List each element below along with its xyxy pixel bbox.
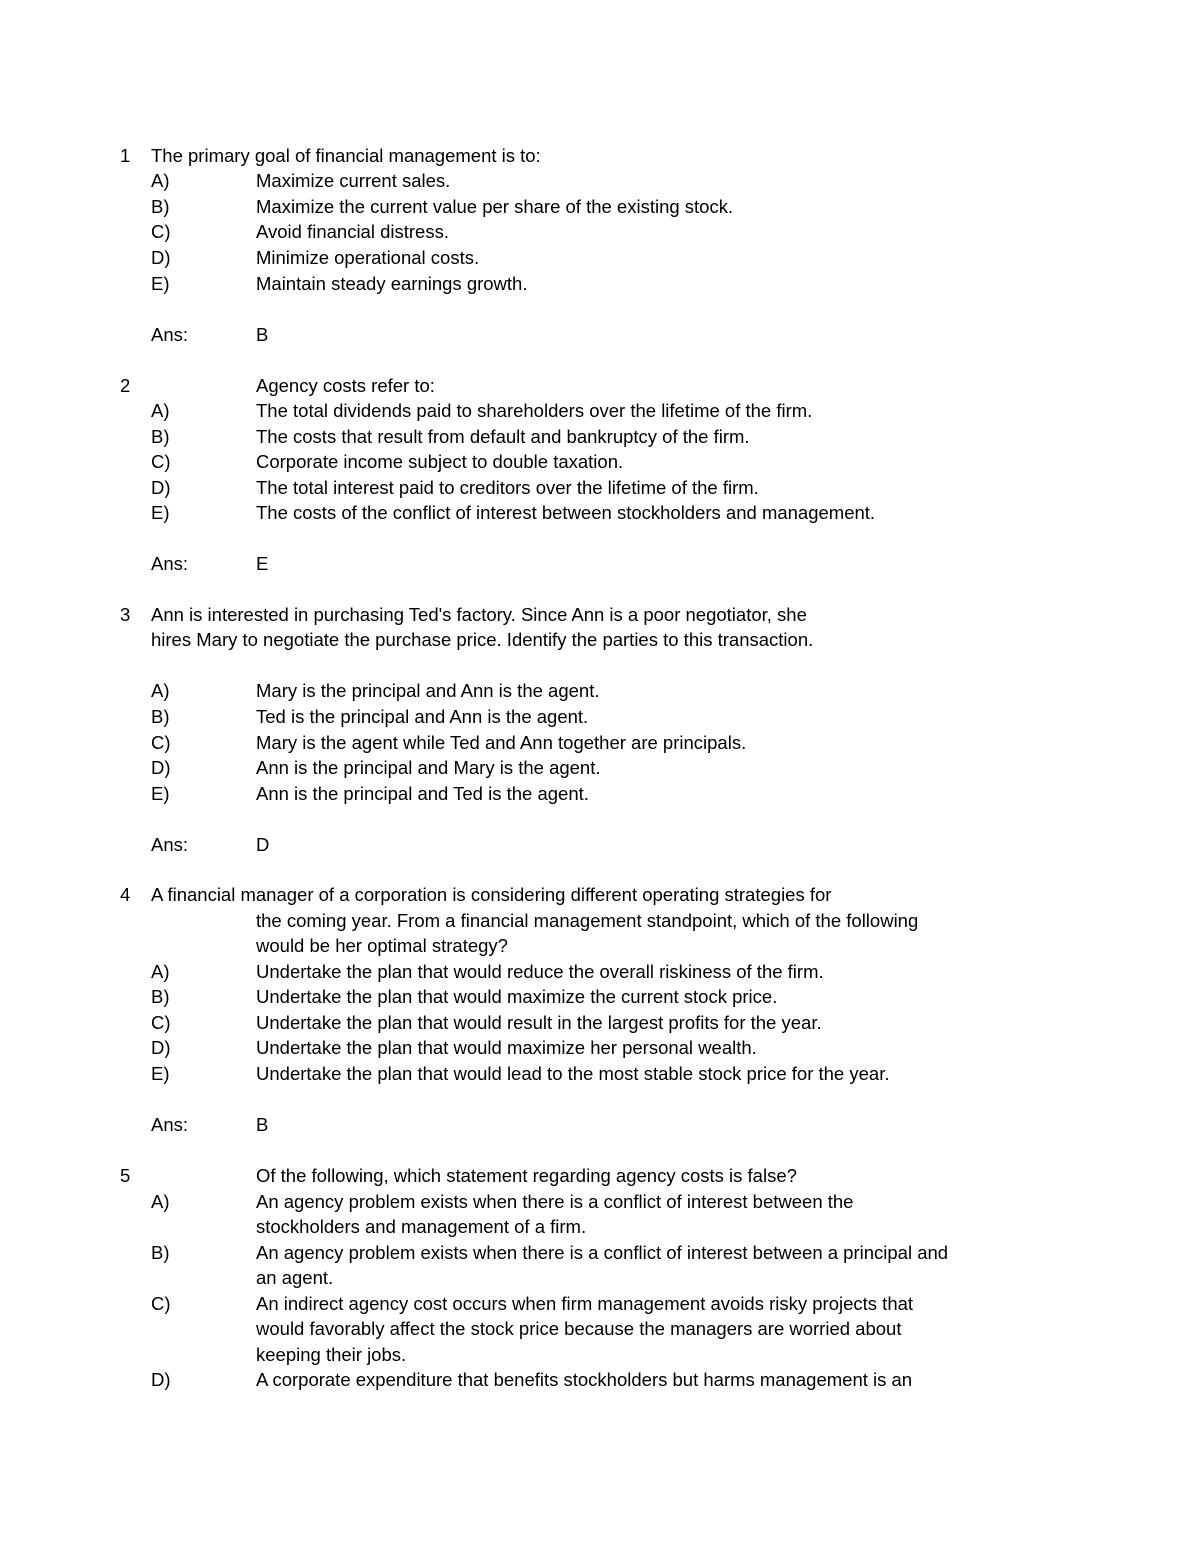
answer-value: B bbox=[256, 324, 269, 345]
option-text: Undertake the plan that would maximize the current stock price. bbox=[256, 986, 778, 1007]
option-label: C) bbox=[151, 221, 171, 242]
question-stem: the coming year. From a financial management standpoint, which of the following bbox=[256, 910, 919, 931]
option-label: E) bbox=[151, 502, 170, 523]
option-label: E) bbox=[151, 1063, 170, 1084]
option-label: D) bbox=[151, 247, 171, 268]
option-label: B) bbox=[151, 1242, 170, 1263]
answer-label: Ans: bbox=[151, 553, 189, 574]
option-label: B) bbox=[151, 196, 170, 217]
question-stem: Ann is interested in purchasing Ted's factory. Since Ann is a poor negotiator, she bbox=[151, 604, 807, 625]
option-label: C) bbox=[151, 732, 171, 753]
option-text: An indirect agency cost occurs when firm management avoids risky projects that bbox=[256, 1293, 914, 1314]
option-text: Maximize the current value per share of the existing stock. bbox=[256, 196, 734, 217]
option-text: The total dividends paid to shareholders over the lifetime of the firm. bbox=[256, 400, 813, 421]
question-stem: would be her optimal strategy? bbox=[256, 935, 508, 956]
option-text: The total interest paid to creditors over the lifetime of the firm. bbox=[256, 477, 759, 498]
question-stem: A financial manager of a corporation is considering different operating strategies for bbox=[151, 884, 832, 905]
answer-label: Ans: bbox=[151, 324, 189, 345]
option-label: D) bbox=[151, 757, 171, 778]
option-text: Undertake the plan that would reduce the overall riskiness of the firm. bbox=[256, 961, 824, 982]
option-text: Undertake the plan that would maximize her personal wealth. bbox=[256, 1037, 757, 1058]
option-label: A) bbox=[151, 1191, 170, 1212]
option-text: A corporate expenditure that benefits stockholders but harms management is an bbox=[256, 1369, 913, 1390]
option-text: keeping their jobs. bbox=[256, 1344, 407, 1365]
question-number: 3 bbox=[120, 604, 131, 625]
option-text: Corporate income subject to double taxation. bbox=[256, 451, 624, 472]
option-label: A) bbox=[151, 170, 170, 191]
question-stem: hires Mary to negotiate the purchase price. Identify the parties to this transaction. bbox=[151, 629, 814, 650]
option-text: Undertake the plan that would lead to the most stable stock price for the year. bbox=[256, 1063, 890, 1084]
answer-label: Ans: bbox=[151, 1114, 189, 1135]
option-text: would favorably affect the stock price because the managers are worried about bbox=[256, 1318, 902, 1339]
option-text: Mary is the principal and Ann is the agent. bbox=[256, 680, 600, 701]
option-label: B) bbox=[151, 706, 170, 727]
option-text: Avoid financial distress. bbox=[256, 221, 449, 242]
answer-label: Ans: bbox=[151, 834, 189, 855]
option-label: E) bbox=[151, 783, 170, 804]
option-text: an agent. bbox=[256, 1267, 334, 1288]
option-text: Maximize current sales. bbox=[256, 170, 451, 191]
option-label: C) bbox=[151, 1012, 171, 1033]
option-label: C) bbox=[151, 1293, 171, 1314]
option-text: The costs of the conflict of interest between stockholders and management. bbox=[256, 502, 876, 523]
option-text: stockholders and management of a firm. bbox=[256, 1216, 587, 1237]
question-number: 1 bbox=[120, 145, 131, 166]
option-text: Mary is the agent while Ted and Ann together are principals. bbox=[256, 732, 747, 753]
option-text: Undertake the plan that would result in the largest profits for the year. bbox=[256, 1012, 822, 1033]
answer-value: E bbox=[256, 553, 269, 574]
option-text: An agency problem exists when there is a conflict of interest between the bbox=[256, 1191, 854, 1212]
option-label: A) bbox=[151, 961, 170, 982]
option-label: E) bbox=[151, 273, 170, 294]
option-label: B) bbox=[151, 426, 170, 447]
option-label: A) bbox=[151, 680, 170, 701]
option-text: Ted is the principal and Ann is the agent. bbox=[256, 706, 589, 727]
option-label: D) bbox=[151, 477, 171, 498]
option-label: C) bbox=[151, 451, 171, 472]
option-label: D) bbox=[151, 1037, 171, 1058]
option-text: An agency problem exists when there is a conflict of interest between a principal and bbox=[256, 1242, 949, 1263]
question-number: 5 bbox=[120, 1165, 131, 1186]
question-number: 2 bbox=[120, 375, 131, 396]
option-text: Minimize operational costs. bbox=[256, 247, 480, 268]
answer-value: B bbox=[256, 1114, 269, 1135]
question-stem: Agency costs refer to: bbox=[256, 375, 435, 396]
option-label: A) bbox=[151, 400, 170, 421]
question-stem: The primary goal of financial management is to: bbox=[151, 145, 541, 166]
option-text: Ann is the principal and Mary is the agent. bbox=[256, 757, 601, 778]
question-stem: Of the following, which statement regarding agency costs is false? bbox=[256, 1165, 797, 1186]
option-label: D) bbox=[151, 1369, 171, 1390]
question-number: 4 bbox=[120, 884, 131, 905]
option-label: B) bbox=[151, 986, 170, 1007]
option-text: Ann is the principal and Ted is the agent. bbox=[256, 783, 589, 804]
option-text: Maintain steady earnings growth. bbox=[256, 273, 528, 294]
answer-value: D bbox=[256, 834, 270, 855]
option-text: The costs that result from default and bankruptcy of the firm. bbox=[256, 426, 750, 447]
